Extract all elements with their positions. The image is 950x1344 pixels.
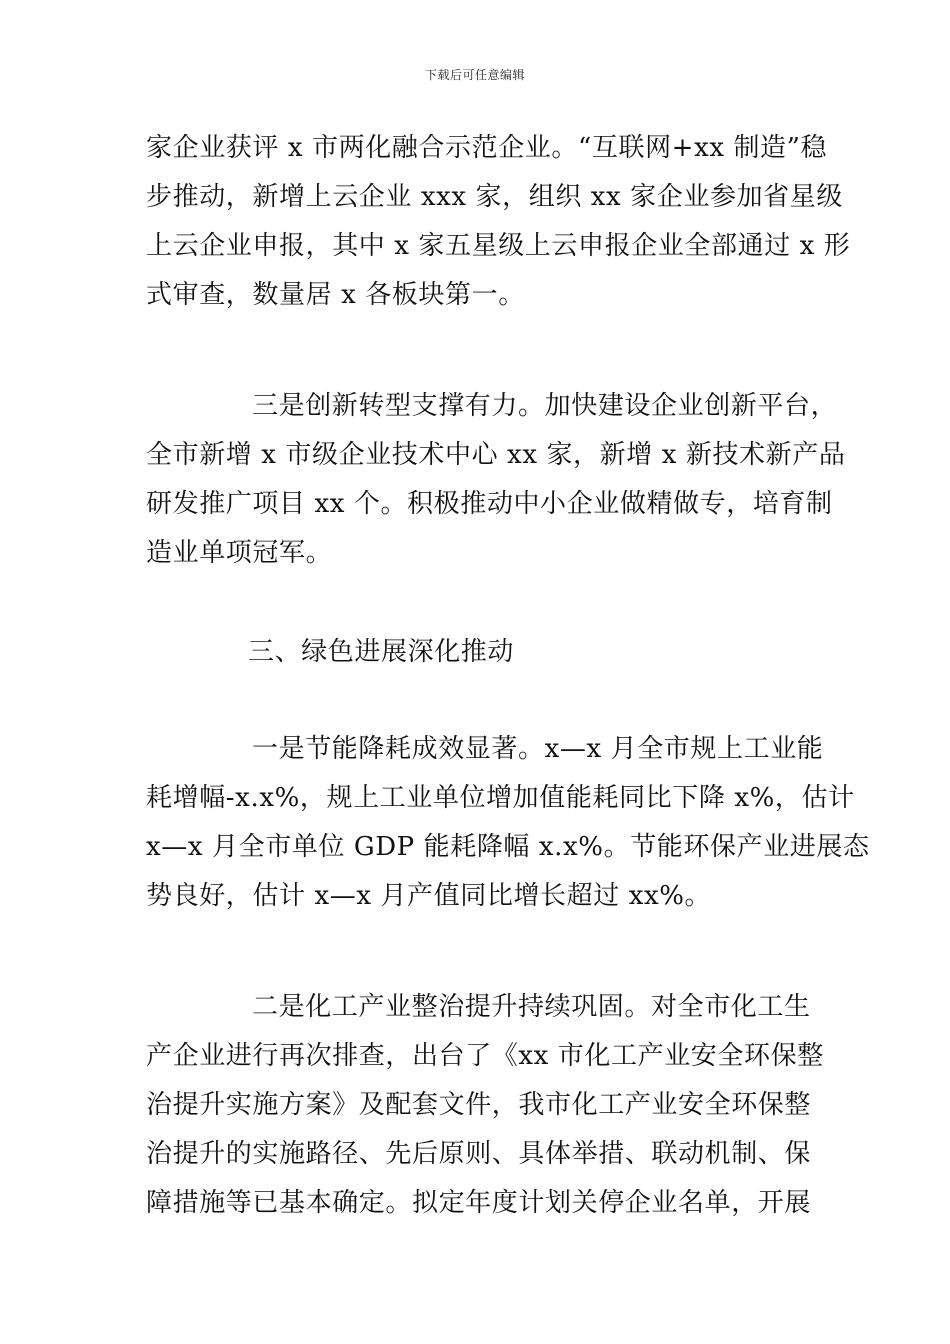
paragraph-spacer bbox=[146, 320, 806, 382]
paragraph-line: 全市新增 x 市级企业技术中心 xx 家，新增 x 新技术新产品 bbox=[146, 440, 846, 470]
section-heading-green-development bbox=[146, 628, 806, 677]
paragraph-line: 造业单项冠军。 bbox=[146, 538, 333, 568]
paragraph-line: 式审查，数量居 x 各板块第一。 bbox=[146, 280, 525, 310]
paragraph-line: 耗增幅-x.x%，规上工业单位增加值能耗同比下降 x%，估计 bbox=[146, 783, 855, 813]
paragraph-line: 障措施等已基本确定。拟定年度计划关停企业名单，开展 bbox=[146, 1188, 812, 1218]
paragraph-line: 研发推广项目 xx 个。积极推动中小企业做精做专，培育制 bbox=[146, 489, 833, 519]
paragraph-industrial-integration bbox=[146, 124, 851, 320]
paragraph-line: 家企业获评 x 市两化融合示范企业。“互联网+xx 制造”稳 bbox=[146, 133, 828, 163]
paragraph-spacer bbox=[146, 677, 806, 725]
paragraph-line: 步推动，新增上云企业 xxx 家，组织 xx 家企业参加省星级 bbox=[146, 182, 843, 212]
paragraph-line: 势良好，估计 x—x 月产值同比增长超过 xx%。 bbox=[146, 881, 712, 911]
paragraph-spacer bbox=[146, 921, 806, 983]
paragraph-line: 治提升的实施路径、先后原则、具体举措、联动机制、保 bbox=[146, 1139, 812, 1169]
paragraph-line: 二是化工产业整治提升持续巩固。对全市化工生 bbox=[252, 992, 811, 1022]
paragraph-line: x—x 月全市单位 GDP 能耗降幅 x.x%。节能环保产业进展态 bbox=[146, 832, 870, 862]
paragraph-line: 上云企业申报，其中 x 家五星级上云申报企业全部通过 x 形 bbox=[146, 231, 851, 261]
paragraph-line: 三是创新转型支撑有力。加快建设企业创新平台， bbox=[252, 391, 838, 421]
paragraph-innovation-support bbox=[146, 382, 846, 578]
document-body bbox=[146, 124, 870, 1228]
page-header-note: 下载后可任意编辑 bbox=[424, 68, 525, 82]
paragraph-energy-saving bbox=[146, 725, 870, 921]
section-heading: 三、绿色进展深化推动 bbox=[248, 637, 515, 667]
paragraph-spacer bbox=[146, 578, 806, 628]
paragraph-chemical-industry bbox=[146, 983, 824, 1228]
paragraph-line: 治提升实施方案》及配套文件，我市化工产业安全环保整 bbox=[146, 1090, 812, 1120]
paragraph-line: 一是节能降耗成效显著。x—x 月全市规上工业能 bbox=[252, 734, 824, 764]
paragraph-line: 产企业进行再次排查，出台了《xx 市化工产业安全环保整 bbox=[146, 1041, 824, 1071]
